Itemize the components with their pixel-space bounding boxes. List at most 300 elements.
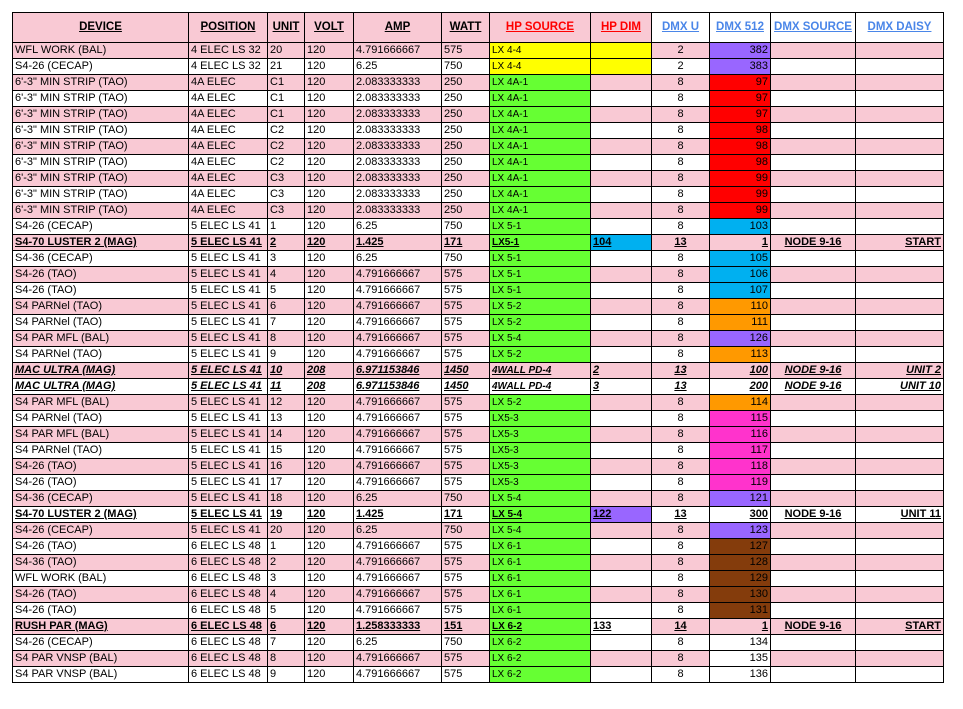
cell-watt[interactable]: 250 (442, 203, 490, 219)
cell-watt[interactable]: 750 (442, 59, 490, 75)
cell-dmx-daisy[interactable] (856, 123, 944, 139)
cell-volt[interactable]: 120 (305, 667, 354, 683)
cell-volt[interactable]: 120 (305, 155, 354, 171)
cell-unit[interactable]: C2 (268, 155, 305, 171)
cell-watt[interactable]: 575 (442, 347, 490, 363)
cell-dmx-512[interactable]: 130 (710, 587, 771, 603)
header-unit[interactable]: UNIT (268, 13, 305, 43)
cell-device[interactable]: S4-26 (CECAP) (13, 59, 189, 75)
cell-volt[interactable]: 120 (305, 283, 354, 299)
cell-volt[interactable]: 120 (305, 107, 354, 123)
cell-dmx-u[interactable]: 13 (652, 235, 710, 251)
cell-watt[interactable]: 575 (442, 651, 490, 667)
cell-volt[interactable]: 120 (305, 427, 354, 443)
cell-hp-source[interactable]: LX 6-2 (490, 635, 591, 651)
cell-position[interactable]: 5 ELEC LS 41 (189, 459, 268, 475)
cell-dmx-u[interactable]: 2 (652, 59, 710, 75)
cell-amp[interactable]: 4.791666667 (354, 395, 442, 411)
cell-hp-source[interactable]: LX 4A-1 (490, 171, 591, 187)
cell-unit[interactable]: 3 (268, 571, 305, 587)
cell-dmx-source[interactable] (771, 331, 856, 347)
cell-dmx-u[interactable]: 8 (652, 283, 710, 299)
cell-hp-source[interactable]: 4WALL PD-4 (490, 379, 591, 395)
cell-dmx-source[interactable] (771, 155, 856, 171)
cell-watt[interactable]: 575 (442, 267, 490, 283)
cell-dmx-u[interactable]: 8 (652, 187, 710, 203)
cell-hp-dim[interactable] (591, 299, 652, 315)
cell-dmx-u[interactable]: 2 (652, 43, 710, 59)
cell-dmx-512[interactable]: 121 (710, 491, 771, 507)
cell-hp-dim[interactable] (591, 315, 652, 331)
cell-device[interactable]: 6'-3" MIN STRIP (TAO) (13, 187, 189, 203)
cell-position[interactable]: 5 ELEC LS 41 (189, 251, 268, 267)
cell-dmx-u[interactable]: 8 (652, 219, 710, 235)
cell-position[interactable]: 5 ELEC LS 41 (189, 395, 268, 411)
cell-dmx-u[interactable]: 8 (652, 347, 710, 363)
cell-hp-source[interactable]: LX 4-4 (490, 43, 591, 59)
cell-position[interactable]: 6 ELEC LS 48 (189, 651, 268, 667)
cell-hp-source[interactable]: LX 6-1 (490, 539, 591, 555)
cell-dmx-daisy[interactable] (856, 283, 944, 299)
cell-watt[interactable]: 1450 (442, 363, 490, 379)
cell-dmx-u[interactable]: 8 (652, 571, 710, 587)
cell-hp-dim[interactable] (591, 635, 652, 651)
cell-dmx-u[interactable]: 8 (652, 203, 710, 219)
cell-amp[interactable]: 4.791666667 (354, 267, 442, 283)
cell-volt[interactable]: 120 (305, 91, 354, 107)
cell-hp-source[interactable]: LX 5-1 (490, 251, 591, 267)
cell-dmx-source[interactable] (771, 539, 856, 555)
cell-hp-source[interactable]: LX5-3 (490, 443, 591, 459)
cell-dmx-source[interactable] (771, 491, 856, 507)
cell-dmx-512[interactable]: 116 (710, 427, 771, 443)
cell-unit[interactable]: C1 (268, 75, 305, 91)
cell-dmx-u[interactable]: 8 (652, 491, 710, 507)
cell-position[interactable]: 5 ELEC LS 41 (189, 411, 268, 427)
cell-hp-source[interactable]: LX 4-4 (490, 59, 591, 75)
cell-watt[interactable]: 575 (442, 443, 490, 459)
cell-position[interactable]: 4A ELEC (189, 107, 268, 123)
header-dmx-daisy[interactable]: DMX DAISY (856, 13, 944, 43)
cell-hp-source[interactable]: LX 4A-1 (490, 139, 591, 155)
cell-hp-source[interactable]: LX 5-4 (490, 331, 591, 347)
cell-hp-dim[interactable] (591, 427, 652, 443)
cell-dmx-source[interactable]: NODE 9-16 (771, 363, 856, 379)
cell-watt[interactable]: 250 (442, 107, 490, 123)
cell-dmx-daisy[interactable] (856, 171, 944, 187)
cell-unit[interactable]: C2 (268, 123, 305, 139)
cell-dmx-512[interactable]: 98 (710, 139, 771, 155)
cell-dmx-512[interactable]: 98 (710, 155, 771, 171)
cell-hp-dim[interactable] (591, 571, 652, 587)
cell-dmx-source[interactable] (771, 75, 856, 91)
cell-dmx-source[interactable]: NODE 9-16 (771, 379, 856, 395)
cell-dmx-512[interactable]: 99 (710, 171, 771, 187)
cell-watt[interactable]: 151 (442, 619, 490, 635)
cell-hp-source[interactable]: LX 5-2 (490, 347, 591, 363)
cell-watt[interactable]: 750 (442, 491, 490, 507)
cell-position[interactable]: 4A ELEC (189, 75, 268, 91)
cell-dmx-source[interactable] (771, 267, 856, 283)
cell-position[interactable]: 5 ELEC LS 41 (189, 299, 268, 315)
cell-position[interactable]: 5 ELEC LS 41 (189, 363, 268, 379)
cell-dmx-512[interactable]: 99 (710, 203, 771, 219)
cell-dmx-512[interactable]: 107 (710, 283, 771, 299)
cell-dmx-source[interactable] (771, 187, 856, 203)
cell-hp-dim[interactable] (591, 155, 652, 171)
cell-dmx-source[interactable] (771, 523, 856, 539)
cell-unit[interactable]: C3 (268, 187, 305, 203)
cell-volt[interactable]: 120 (305, 459, 354, 475)
cell-hp-source[interactable]: LX 4A-1 (490, 203, 591, 219)
cell-dmx-source[interactable] (771, 427, 856, 443)
cell-device[interactable]: S4 PARNel (TAO) (13, 443, 189, 459)
cell-dmx-daisy[interactable] (856, 59, 944, 75)
cell-amp[interactable]: 2.083333333 (354, 91, 442, 107)
cell-dmx-512[interactable]: 97 (710, 91, 771, 107)
cell-dmx-512[interactable]: 97 (710, 107, 771, 123)
cell-watt[interactable]: 575 (442, 395, 490, 411)
cell-dmx-512[interactable]: 98 (710, 123, 771, 139)
cell-hp-dim[interactable] (591, 475, 652, 491)
cell-hp-dim[interactable] (591, 171, 652, 187)
cell-watt[interactable]: 575 (442, 587, 490, 603)
cell-device[interactable]: S4 PAR MFL (BAL) (13, 395, 189, 411)
cell-hp-dim[interactable] (591, 491, 652, 507)
cell-device[interactable]: S4-26 (TAO) (13, 267, 189, 283)
cell-hp-dim[interactable] (591, 107, 652, 123)
header-dmx-u[interactable]: DMX U (652, 13, 710, 43)
cell-position[interactable]: 4A ELEC (189, 187, 268, 203)
cell-watt[interactable]: 575 (442, 299, 490, 315)
cell-dmx-512[interactable]: 123 (710, 523, 771, 539)
cell-dmx-daisy[interactable] (856, 523, 944, 539)
cell-amp[interactable]: 6.25 (354, 219, 442, 235)
cell-dmx-source[interactable] (771, 219, 856, 235)
cell-hp-source[interactable]: LX 4A-1 (490, 187, 591, 203)
cell-amp[interactable]: 4.791666667 (354, 43, 442, 59)
cell-hp-source[interactable]: LX 5-2 (490, 299, 591, 315)
cell-unit[interactable]: 12 (268, 395, 305, 411)
cell-hp-source[interactable]: LX 6-1 (490, 571, 591, 587)
cell-device[interactable]: S4-26 (TAO) (13, 587, 189, 603)
cell-volt[interactable]: 120 (305, 635, 354, 651)
cell-hp-dim[interactable] (591, 523, 652, 539)
cell-dmx-daisy[interactable] (856, 203, 944, 219)
cell-position[interactable]: 5 ELEC LS 41 (189, 283, 268, 299)
cell-position[interactable]: 4 ELEC LS 32 (189, 59, 268, 75)
cell-hp-dim[interactable]: 2 (591, 363, 652, 379)
cell-dmx-512[interactable]: 1 (710, 619, 771, 635)
cell-dmx-512[interactable]: 119 (710, 475, 771, 491)
cell-dmx-u[interactable]: 8 (652, 331, 710, 347)
cell-hp-source[interactable]: LX 5-2 (490, 315, 591, 331)
cell-dmx-daisy[interactable] (856, 555, 944, 571)
cell-dmx-u[interactable]: 8 (652, 395, 710, 411)
cell-dmx-source[interactable] (771, 603, 856, 619)
cell-volt[interactable]: 120 (305, 203, 354, 219)
cell-dmx-source[interactable] (771, 283, 856, 299)
header-dmx-512[interactable]: DMX 512 (710, 13, 771, 43)
cell-volt[interactable]: 120 (305, 267, 354, 283)
cell-dmx-u[interactable]: 8 (652, 155, 710, 171)
cell-dmx-source[interactable] (771, 395, 856, 411)
cell-dmx-512[interactable]: 118 (710, 459, 771, 475)
cell-volt[interactable]: 120 (305, 507, 354, 523)
cell-device[interactable]: 6'-3" MIN STRIP (TAO) (13, 139, 189, 155)
cell-hp-dim[interactable] (591, 123, 652, 139)
cell-volt[interactable]: 120 (305, 587, 354, 603)
cell-device[interactable]: 6'-3" MIN STRIP (TAO) (13, 155, 189, 171)
cell-hp-source[interactable]: LX 6-2 (490, 619, 591, 635)
cell-volt[interactable]: 120 (305, 651, 354, 667)
cell-dmx-512[interactable]: 300 (710, 507, 771, 523)
cell-dmx-512[interactable]: 115 (710, 411, 771, 427)
header-amp[interactable]: AMP (354, 13, 442, 43)
cell-device[interactable]: S4-70 LUSTER 2 (MAG) (13, 507, 189, 523)
cell-dmx-512[interactable]: 383 (710, 59, 771, 75)
cell-unit[interactable]: 5 (268, 283, 305, 299)
cell-hp-dim[interactable]: 3 (591, 379, 652, 395)
cell-dmx-source[interactable] (771, 139, 856, 155)
cell-dmx-daisy[interactable] (856, 299, 944, 315)
header-watt[interactable]: WATT (442, 13, 490, 43)
cell-hp-source[interactable]: LX 4A-1 (490, 91, 591, 107)
cell-dmx-daisy[interactable] (856, 107, 944, 123)
cell-dmx-source[interactable] (771, 91, 856, 107)
cell-amp[interactable]: 4.791666667 (354, 475, 442, 491)
cell-dmx-u[interactable]: 8 (652, 459, 710, 475)
cell-volt[interactable]: 120 (305, 59, 354, 75)
cell-watt[interactable]: 575 (442, 427, 490, 443)
cell-dmx-daisy[interactable] (856, 587, 944, 603)
cell-watt[interactable]: 171 (442, 507, 490, 523)
cell-dmx-u[interactable]: 14 (652, 619, 710, 635)
cell-dmx-daisy[interactable] (856, 635, 944, 651)
cell-hp-dim[interactable] (591, 459, 652, 475)
cell-position[interactable]: 6 ELEC LS 48 (189, 571, 268, 587)
cell-hp-dim[interactable] (591, 651, 652, 667)
cell-dmx-daisy[interactable] (856, 491, 944, 507)
cell-hp-dim[interactable] (591, 187, 652, 203)
cell-amp[interactable]: 2.083333333 (354, 107, 442, 123)
cell-amp[interactable]: 2.083333333 (354, 123, 442, 139)
cell-amp[interactable]: 4.791666667 (354, 411, 442, 427)
cell-unit[interactable]: 8 (268, 651, 305, 667)
cell-unit[interactable]: C2 (268, 139, 305, 155)
cell-dmx-512[interactable]: 106 (710, 267, 771, 283)
cell-unit[interactable]: 2 (268, 555, 305, 571)
cell-hp-dim[interactable] (591, 603, 652, 619)
header-hp-dim[interactable]: HP DIM (591, 13, 652, 43)
cell-watt[interactable]: 575 (442, 315, 490, 331)
cell-dmx-source[interactable] (771, 571, 856, 587)
cell-volt[interactable]: 120 (305, 539, 354, 555)
cell-dmx-512[interactable]: 97 (710, 75, 771, 91)
cell-unit[interactable]: 1 (268, 539, 305, 555)
cell-hp-source[interactable]: LX 6-2 (490, 651, 591, 667)
cell-volt[interactable]: 120 (305, 443, 354, 459)
cell-device[interactable]: S4-26 (TAO) (13, 603, 189, 619)
cell-dmx-source[interactable] (771, 171, 856, 187)
cell-dmx-u[interactable]: 8 (652, 603, 710, 619)
cell-watt[interactable]: 750 (442, 219, 490, 235)
cell-device[interactable]: S4 PARNel (TAO) (13, 299, 189, 315)
cell-dmx-daisy[interactable]: START (856, 235, 944, 251)
cell-position[interactable]: 6 ELEC LS 48 (189, 555, 268, 571)
cell-hp-dim[interactable] (591, 75, 652, 91)
cell-dmx-source[interactable] (771, 587, 856, 603)
cell-hp-source[interactable]: LX 4A-1 (490, 75, 591, 91)
cell-dmx-source[interactable] (771, 315, 856, 331)
cell-watt[interactable]: 750 (442, 523, 490, 539)
cell-hp-dim[interactable]: 133 (591, 619, 652, 635)
cell-device[interactable]: S4 PAR VNSP (BAL) (13, 651, 189, 667)
cell-hp-source[interactable]: LX 4A-1 (490, 123, 591, 139)
cell-hp-source[interactable]: LX 6-1 (490, 603, 591, 619)
cell-dmx-daisy[interactable]: UNIT 2 (856, 363, 944, 379)
cell-hp-source[interactable]: LX 4A-1 (490, 107, 591, 123)
cell-dmx-512[interactable]: 127 (710, 539, 771, 555)
cell-hp-dim[interactable] (591, 59, 652, 75)
cell-dmx-source[interactable] (771, 651, 856, 667)
cell-position[interactable]: 5 ELEC LS 41 (189, 347, 268, 363)
cell-position[interactable]: 5 ELEC LS 41 (189, 523, 268, 539)
cell-hp-source[interactable]: LX 5-4 (490, 523, 591, 539)
cell-amp[interactable]: 6.25 (354, 251, 442, 267)
cell-watt[interactable]: 250 (442, 75, 490, 91)
cell-hp-dim[interactable] (591, 539, 652, 555)
cell-watt[interactable]: 575 (442, 667, 490, 683)
cell-position[interactable]: 5 ELEC LS 41 (189, 267, 268, 283)
cell-dmx-512[interactable]: 105 (710, 251, 771, 267)
cell-device[interactable]: 6'-3" MIN STRIP (TAO) (13, 203, 189, 219)
cell-hp-dim[interactable]: 122 (591, 507, 652, 523)
cell-watt[interactable]: 575 (442, 411, 490, 427)
cell-unit[interactable]: 13 (268, 411, 305, 427)
cell-hp-source[interactable]: LX5-3 (490, 475, 591, 491)
cell-amp[interactable]: 1.425 (354, 235, 442, 251)
cell-hp-dim[interactable] (591, 395, 652, 411)
cell-unit[interactable]: 9 (268, 667, 305, 683)
cell-amp[interactable]: 4.791666667 (354, 347, 442, 363)
cell-dmx-u[interactable]: 8 (652, 299, 710, 315)
cell-hp-source[interactable]: LX 5-1 (490, 283, 591, 299)
cell-unit[interactable]: C3 (268, 203, 305, 219)
cell-dmx-source[interactable] (771, 555, 856, 571)
cell-device[interactable]: S4 PARNel (TAO) (13, 347, 189, 363)
cell-volt[interactable]: 208 (305, 363, 354, 379)
cell-volt[interactable]: 208 (305, 379, 354, 395)
cell-dmx-daisy[interactable] (856, 571, 944, 587)
cell-dmx-source[interactable] (771, 299, 856, 315)
cell-dmx-source[interactable] (771, 59, 856, 75)
cell-device[interactable]: 6'-3" MIN STRIP (TAO) (13, 91, 189, 107)
cell-dmx-daisy[interactable] (856, 603, 944, 619)
cell-dmx-512[interactable]: 1 (710, 235, 771, 251)
cell-position[interactable]: 6 ELEC LS 48 (189, 635, 268, 651)
cell-unit[interactable]: 16 (268, 459, 305, 475)
cell-device[interactable]: S4-26 (TAO) (13, 539, 189, 555)
cell-watt[interactable]: 250 (442, 171, 490, 187)
cell-hp-source[interactable]: LX 5-2 (490, 395, 591, 411)
cell-position[interactable]: 5 ELEC LS 41 (189, 331, 268, 347)
cell-amp[interactable]: 2.083333333 (354, 75, 442, 91)
cell-unit[interactable]: 10 (268, 363, 305, 379)
cell-position[interactable]: 4A ELEC (189, 155, 268, 171)
cell-unit[interactable]: 7 (268, 315, 305, 331)
cell-dmx-u[interactable]: 8 (652, 315, 710, 331)
cell-hp-source[interactable]: LX 4A-1 (490, 155, 591, 171)
cell-dmx-daisy[interactable] (856, 75, 944, 91)
cell-dmx-u[interactable]: 8 (652, 123, 710, 139)
cell-watt[interactable]: 1450 (442, 379, 490, 395)
cell-dmx-daisy[interactable] (856, 411, 944, 427)
cell-watt[interactable]: 250 (442, 123, 490, 139)
cell-dmx-u[interactable]: 8 (652, 91, 710, 107)
cell-device[interactable]: S4-26 (TAO) (13, 475, 189, 491)
cell-amp[interactable]: 4.791666667 (354, 443, 442, 459)
cell-dmx-daisy[interactable] (856, 667, 944, 683)
cell-device[interactable]: S4-26 (TAO) (13, 459, 189, 475)
cell-position[interactable]: 4A ELEC (189, 123, 268, 139)
header-dmx-source[interactable]: DMX SOURCE (771, 13, 856, 43)
cell-amp[interactable]: 4.791666667 (354, 667, 442, 683)
cell-dmx-u[interactable]: 8 (652, 539, 710, 555)
cell-dmx-source[interactable] (771, 411, 856, 427)
cell-dmx-source[interactable] (771, 443, 856, 459)
cell-amp[interactable]: 6.971153846 (354, 379, 442, 395)
cell-hp-dim[interactable] (591, 331, 652, 347)
cell-device[interactable]: RUSH PAR (MAG) (13, 619, 189, 635)
cell-volt[interactable]: 120 (305, 347, 354, 363)
cell-dmx-source[interactable] (771, 475, 856, 491)
cell-device[interactable]: S4-36 (CECAP) (13, 251, 189, 267)
cell-volt[interactable]: 120 (305, 331, 354, 347)
cell-position[interactable]: 6 ELEC LS 48 (189, 539, 268, 555)
header-device[interactable]: DEVICE (13, 13, 189, 43)
cell-device[interactable]: S4-36 (CECAP) (13, 491, 189, 507)
cell-amp[interactable]: 4.791666667 (354, 299, 442, 315)
cell-dmx-source[interactable] (771, 203, 856, 219)
cell-device[interactable]: 6'-3" MIN STRIP (TAO) (13, 107, 189, 123)
cell-position[interactable]: 6 ELEC LS 48 (189, 603, 268, 619)
cell-dmx-daisy[interactable] (856, 475, 944, 491)
cell-unit[interactable]: C3 (268, 171, 305, 187)
cell-dmx-u[interactable]: 8 (652, 139, 710, 155)
cell-volt[interactable]: 120 (305, 571, 354, 587)
cell-volt[interactable]: 120 (305, 299, 354, 315)
cell-amp[interactable]: 6.25 (354, 635, 442, 651)
cell-position[interactable]: 5 ELEC LS 41 (189, 219, 268, 235)
cell-hp-source[interactable]: LX5-1 (490, 235, 591, 251)
cell-unit[interactable]: 11 (268, 379, 305, 395)
cell-hp-source[interactable]: LX 5-1 (490, 219, 591, 235)
cell-dmx-u[interactable]: 8 (652, 587, 710, 603)
cell-device[interactable]: S4 PARNel (TAO) (13, 315, 189, 331)
cell-amp[interactable]: 4.791666667 (354, 459, 442, 475)
cell-hp-dim[interactable] (591, 139, 652, 155)
cell-dmx-u[interactable]: 8 (652, 267, 710, 283)
cell-dmx-daisy[interactable] (856, 187, 944, 203)
cell-hp-source[interactable]: LX5-3 (490, 427, 591, 443)
cell-dmx-source[interactable] (771, 43, 856, 59)
cell-volt[interactable]: 120 (305, 171, 354, 187)
cell-unit[interactable]: 18 (268, 491, 305, 507)
cell-amp[interactable]: 4.791666667 (354, 571, 442, 587)
cell-dmx-512[interactable]: 134 (710, 635, 771, 651)
cell-hp-source[interactable]: LX 6-1 (490, 555, 591, 571)
